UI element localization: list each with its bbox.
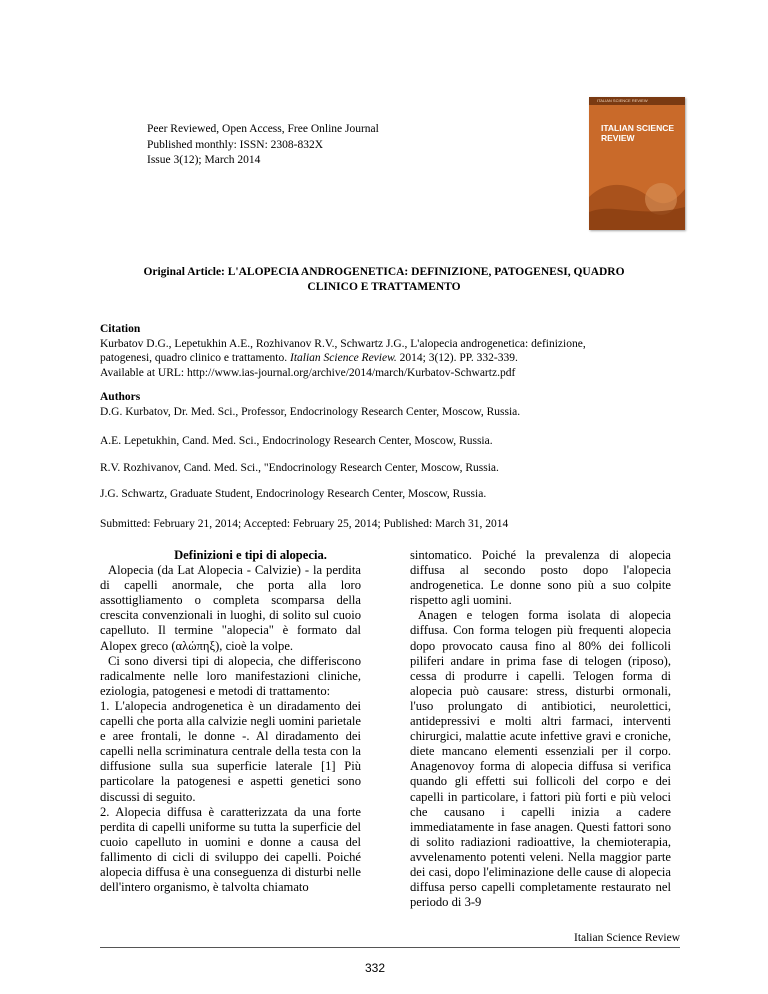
paragraph: 1. L'alopecia androgenetica è un diradamento dei capelli che porta alla calvizie negli uomini parietale e aree frontali, le donne -. Al diradamento dei capelli nella scriminatura centrale della testa con la diffusione sulla sua superficie laterale [1] Più particolare la patogenesi e aspetti genetici sono discussi di seguito. [100,698,361,804]
masthead-line-2: Published monthly: ISSN: 2308-832X [147,138,324,151]
paragraph: 2. Alopecia diffusa è caratterizzata da una forte perdita di capelli uniforme su tutta la superficie del cuoio capelluto in uomini e donne a causa del fallimento di cicli di sviluppo dei capelli. Poiché alopecia diffusa è una conseguenza di disturbi nelle dell'intero organismo, è talvolta chiamato [100,804,361,895]
citation-block [100,322,680,380]
submitted-line: Submitted: February 21, 2014; Accepted: February 25, 2014; Published: March 31, 2014 [100,518,509,530]
author-4: J.G. Schwartz, Graduate Student, Endocrinology Research Center, Moscow, Russia. [100,488,487,500]
cover-title: ITALIAN SCIENCE REVIEW [601,123,675,143]
authors-heading: Authors [100,391,141,403]
author-2: A.E. Lepetukhin, Cand. Med. Sci., Endocrinology Research Center, Moscow, Russia. [100,435,493,447]
paragraph: sintomatico. Poiché la prevalenza di alopecia diffusa al secondo posto dopo l'alopecia androgenetica. Le donne sono più a suo colpite rispetto agli uomini. [410,548,671,608]
cover-top-text: ITALIAN SCIENCE REVIEW [597,98,648,103]
masthead-line-1: Peer Reviewed, Open Access, Free Online Journal [147,123,379,135]
citation-line-1: Kurbatov D.G., Lepetukhin A.E., Rozhivanov R.V., Schwartz J.G., L'alopecia androgenetica: definizione, [100,337,586,350]
right-column [410,548,671,910]
authors-block [100,390,680,419]
citation-url: Available at URL: http://www.ias-journal.org/archive/2014/march/Kurbatov-Schwartz.pdf [100,366,516,379]
page-number: 332 [365,961,386,975]
footer-journal-name: Italian Science Review [573,932,680,944]
author-1: D.G. Kurbatov, Dr. Med. Sci., Professor, Endocrinology Research Center, Moscow, Russia. [100,405,521,418]
footer-rule [100,947,680,948]
citation-heading: Citation [100,323,141,335]
paragraph: Ci sono diversi tipi di alopecia, che differiscono radicalmente nelle loro manifestazioni cliniche, eziologia, patogenesi e metodi di trattamento: [100,653,361,698]
paragraph: Alopecia (da Lat Alopecia - Calvizie) - la perdita di capelli anormale, che porta alla loro assottigliamento o completa scomparsa della crescita convenzionali in luoghi, di solito sul cuoio capelluto. Il termine "alopecia" è formato dal Alopex greco (αλώπηξ), cioè la volpe. [100,563,361,653]
citation-line-2: patogenesi, quadro clinico e trattamento. Italian Science Review. 2014; 3(12). PP. 332-339. [100,352,518,364]
cover-wave-graphic [589,167,685,230]
paragraph: Anagen e telogen forma isolata di alopecia diffusa. Con forma telogen più frequenti alopecia dopo provocato causa fino al 80% dei follicoli piliferi andare in prima fase di telogen (riposo), cessa di produrre i capelli. Telogen forma di alopecia può causare: stress, disturbi ormonali, l'uso prolungato di antibiotici, neurolettici, antidepressivi e molti altri farmaci, interventi chirurgici, malattie acute infettive gravi e croniche, diete mancano elementi essenziali per il corpo. Anagenovoy forma di alopecia diffusa si verifica quando gli effetti sui follicoli del corpo e dei capelli in particolare, i fattori più forti e più veloci che causano i capelli inizia a cadere immediatamente in fase anagen. Questi fattori sono di solito radiazioni radioattive, la chemioterapia, avvelenamento potenti veleni. Nella maggior parte dei casi, dopo l'eliminazione delle cause di alopecia diffusa perso capelli completamente restaurato nel periodo di 3-9 [410,608,671,910]
author-3: R.V. Rozhivanov, Cand. Med. Sci., "Endocrinology Research Center, Moscow, Russia. [100,462,499,474]
journal-cover-image [589,97,685,230]
section-heading: Definizioni e tipi di alopecia. [174,548,327,562]
article-title: Original Article: L'ALOPECIA ANDROGENETICA: DEFINIZIONE, PATOGENESI, QUADRO CLINICO E TRATTAMENTO [143,266,625,293]
left-column [100,548,361,895]
journal-masthead [147,122,379,169]
masthead-line-3: Issue 3(12); March 2014 [147,154,261,166]
